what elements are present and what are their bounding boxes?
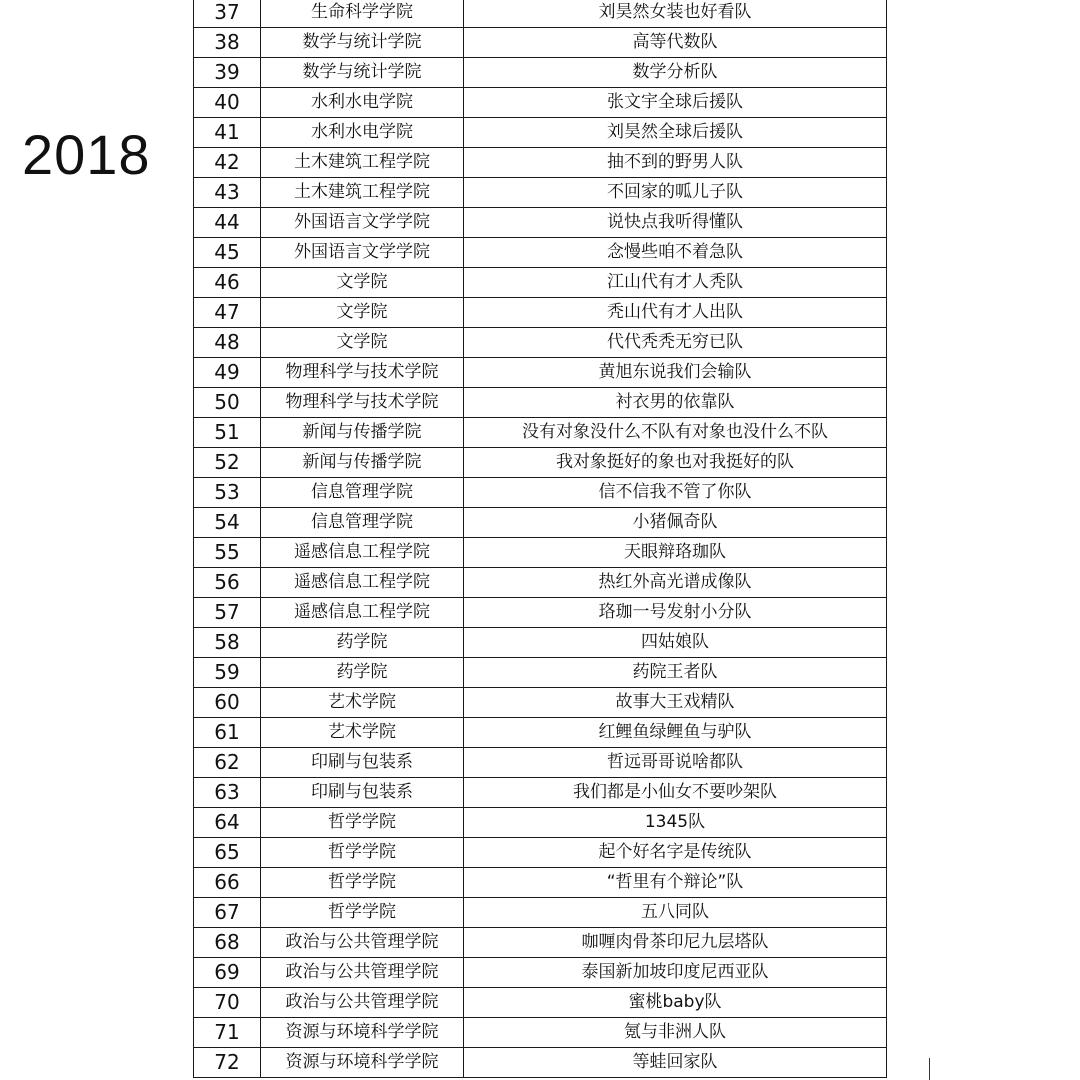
team-name-cell: 刘昊然全球后援队: [464, 118, 887, 148]
college-cell: 新闻与传播学院: [261, 418, 464, 448]
table-row: [194, 898, 887, 928]
table-row: [194, 538, 887, 568]
table-row: [194, 1018, 887, 1048]
table-row: [194, 448, 887, 478]
table-row: [194, 808, 887, 838]
college-cell: 遥感信息工程学院: [261, 598, 464, 628]
college-cell: 物理科学与技术学院: [261, 388, 464, 418]
table-row: [194, 868, 887, 898]
college-cell: 水利水电学院: [261, 88, 464, 118]
team-name-cell: 江山代有才人秃队: [464, 268, 887, 298]
row-number-cell: 71: [194, 1018, 261, 1048]
college-cell: 政治与公共管理学院: [261, 928, 464, 958]
team-name-cell: 哲远哥哥说啥都队: [464, 748, 887, 778]
college-cell: 哲学学院: [261, 898, 464, 928]
team-name-cell: 热红外高光谱成像队: [464, 568, 887, 598]
row-number-cell: 62: [194, 748, 261, 778]
row-number-cell: 40: [194, 88, 261, 118]
table-row: [194, 0, 887, 28]
team-name-cell: 氪与非洲人队: [464, 1018, 887, 1048]
college-cell: 数学与统计学院: [261, 58, 464, 88]
table-row: [194, 28, 887, 58]
table-row: [194, 688, 887, 718]
row-number-cell: 66: [194, 868, 261, 898]
table-row: [194, 148, 887, 178]
college-cell: 药学院: [261, 628, 464, 658]
college-cell: 资源与环境科学学院: [261, 1048, 464, 1078]
row-number-cell: 41: [194, 118, 261, 148]
row-number-cell: 52: [194, 448, 261, 478]
team-name-cell: 泰国新加坡印度尼西亚队: [464, 958, 887, 988]
team-name-cell: 高等代数队: [464, 28, 887, 58]
row-number-cell: 47: [194, 298, 261, 328]
college-cell: 遥感信息工程学院: [261, 538, 464, 568]
college-cell: 资源与环境科学学院: [261, 1018, 464, 1048]
table-row: [194, 838, 887, 868]
college-cell: 哲学学院: [261, 868, 464, 898]
college-cell: 哲学学院: [261, 808, 464, 838]
college-cell: 遥感信息工程学院: [261, 568, 464, 598]
college-cell: 信息管理学院: [261, 478, 464, 508]
team-name-cell: 衬衣男的依靠队: [464, 388, 887, 418]
college-cell: 哲学学院: [261, 838, 464, 868]
team-name-cell: 我对象挺好的象也对我挺好的队: [464, 448, 887, 478]
table-row: [194, 358, 887, 388]
row-number-cell: 58: [194, 628, 261, 658]
college-cell: 艺术学院: [261, 718, 464, 748]
table-row: [194, 178, 887, 208]
college-cell: 药学院: [261, 658, 464, 688]
row-number-cell: 60: [194, 688, 261, 718]
row-number-cell: 65: [194, 838, 261, 868]
row-number-cell: 39: [194, 58, 261, 88]
table-row: [194, 928, 887, 958]
row-number-cell: 51: [194, 418, 261, 448]
team-table: [193, 0, 887, 1078]
team-name-cell: 起个好名字是传统队: [464, 838, 887, 868]
team-table-body: [194, 0, 887, 1078]
row-number-cell: 37: [194, 0, 261, 28]
team-name-cell: 等蛙回家队: [464, 1048, 887, 1078]
table-row: [194, 478, 887, 508]
college-cell: 土木建筑工程学院: [261, 178, 464, 208]
college-cell: 文学院: [261, 298, 464, 328]
row-number-cell: 49: [194, 358, 261, 388]
team-name-cell: 咖喱肉骨茶印尼九层塔队: [464, 928, 887, 958]
row-number-cell: 59: [194, 658, 261, 688]
row-number-cell: 63: [194, 778, 261, 808]
team-name-cell: 抽不到的野男人队: [464, 148, 887, 178]
table-row: [194, 658, 887, 688]
row-number-cell: 64: [194, 808, 261, 838]
row-number-cell: 42: [194, 148, 261, 178]
table-row: [194, 418, 887, 448]
row-number-cell: 61: [194, 718, 261, 748]
college-cell: 印刷与包装系: [261, 778, 464, 808]
row-number-cell: 68: [194, 928, 261, 958]
row-number-cell: 44: [194, 208, 261, 238]
college-cell: 信息管理学院: [261, 508, 464, 538]
row-number-cell: 56: [194, 568, 261, 598]
row-number-cell: 50: [194, 388, 261, 418]
college-cell: 新闻与传播学院: [261, 448, 464, 478]
page-edge-line: [929, 1058, 930, 1080]
row-number-cell: 43: [194, 178, 261, 208]
college-cell: 艺术学院: [261, 688, 464, 718]
college-cell: 外国语言文学学院: [261, 208, 464, 238]
row-number-cell: 48: [194, 328, 261, 358]
college-cell: 政治与公共管理学院: [261, 958, 464, 988]
team-name-cell: 药院王者队: [464, 658, 887, 688]
year-label: 2018: [22, 123, 151, 186]
college-cell: 文学院: [261, 268, 464, 298]
team-name-cell: 红鲤鱼绿鲤鱼与驴队: [464, 718, 887, 748]
row-number-cell: 72: [194, 1048, 261, 1078]
table-row: [194, 58, 887, 88]
table-row: [194, 628, 887, 658]
row-number-cell: 46: [194, 268, 261, 298]
table-row: [194, 778, 887, 808]
college-cell: 土木建筑工程学院: [261, 148, 464, 178]
table-row: [194, 328, 887, 358]
table-row: [194, 388, 887, 418]
table-row: [194, 88, 887, 118]
table-row: [194, 958, 887, 988]
college-cell: 文学院: [261, 328, 464, 358]
team-name-cell: 念慢些咱不着急队: [464, 238, 887, 268]
table-row: [194, 1048, 887, 1078]
row-number-cell: 70: [194, 988, 261, 1018]
team-name-cell: 珞珈一号发射小分队: [464, 598, 887, 628]
row-number-cell: 55: [194, 538, 261, 568]
row-number-cell: 67: [194, 898, 261, 928]
table-row: [194, 748, 887, 778]
team-name-cell: 黄旭东说我们会输队: [464, 358, 887, 388]
table-row: [194, 508, 887, 538]
college-cell: 水利水电学院: [261, 118, 464, 148]
team-name-cell: 我们都是小仙女不要吵架队: [464, 778, 887, 808]
team-name-cell: 数学分析队: [464, 58, 887, 88]
team-name-cell: 四姑娘队: [464, 628, 887, 658]
table-row: [194, 118, 887, 148]
table-row: [194, 268, 887, 298]
row-number-cell: 54: [194, 508, 261, 538]
team-name-cell: 没有对象没什么不队有对象也没什么不队: [464, 418, 887, 448]
team-name-cell: 说快点我听得懂队: [464, 208, 887, 238]
team-name-cell: 五八同队: [464, 898, 887, 928]
table-row: [194, 208, 887, 238]
table-row: [194, 988, 887, 1018]
table-row: [194, 718, 887, 748]
team-name-cell: 刘昊然女装也好看队: [464, 0, 887, 28]
college-cell: 生命科学学院: [261, 0, 464, 28]
table-row: [194, 298, 887, 328]
table-row: [194, 598, 887, 628]
team-name-cell: 张文宇全球后援队: [464, 88, 887, 118]
team-name-cell: 蜜桃baby队: [464, 988, 887, 1018]
team-name-cell: 故事大王戏精队: [464, 688, 887, 718]
team-name-cell: “哲里有个辩论”队: [464, 868, 887, 898]
team-name-cell: 天眼辩珞珈队: [464, 538, 887, 568]
row-number-cell: 53: [194, 478, 261, 508]
team-name-cell: 信不信我不管了你队: [464, 478, 887, 508]
college-cell: 数学与统计学院: [261, 28, 464, 58]
row-number-cell: 38: [194, 28, 261, 58]
table-row: [194, 238, 887, 268]
college-cell: 政治与公共管理学院: [261, 988, 464, 1018]
row-number-cell: 69: [194, 958, 261, 988]
team-name-cell: 秃山代有才人出队: [464, 298, 887, 328]
college-cell: 印刷与包装系: [261, 748, 464, 778]
team-name-cell: 不回家的呱儿子队: [464, 178, 887, 208]
team-name-cell: 1345队: [464, 808, 887, 838]
row-number-cell: 57: [194, 598, 261, 628]
table-row: [194, 568, 887, 598]
row-number-cell: 45: [194, 238, 261, 268]
college-cell: 物理科学与技术学院: [261, 358, 464, 388]
team-name-cell: 小猪佩奇队: [464, 508, 887, 538]
college-cell: 外国语言文学学院: [261, 238, 464, 268]
team-name-cell: 代代秃秃无穷已队: [464, 328, 887, 358]
